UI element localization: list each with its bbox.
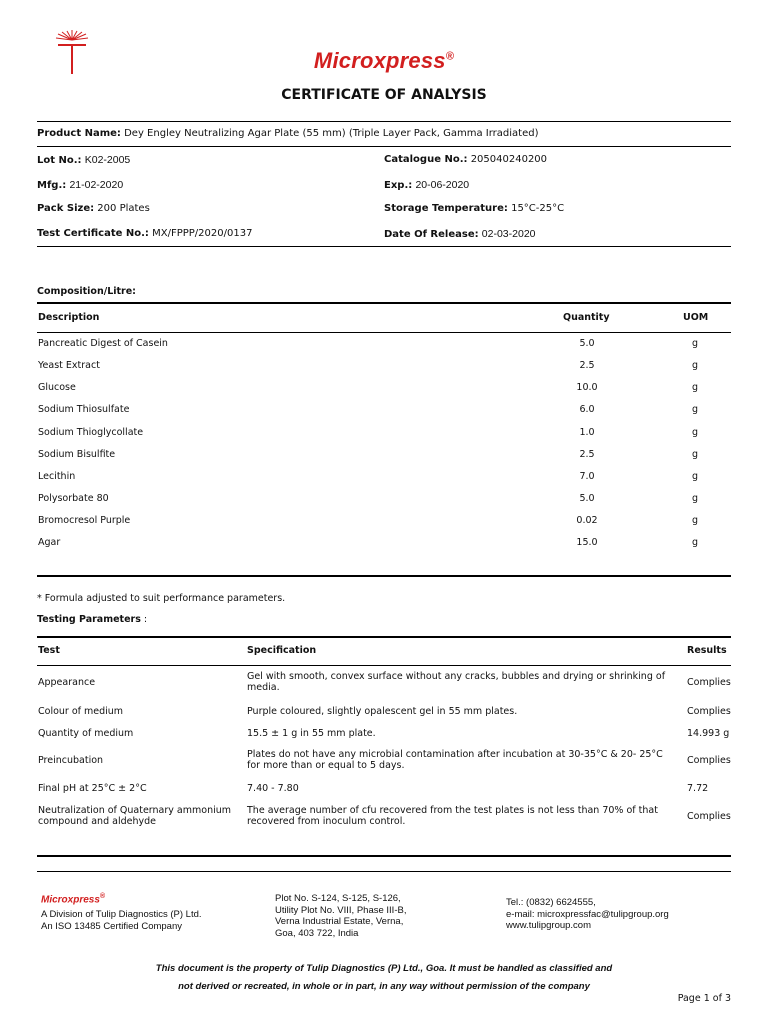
row-quantity: 5.0 — [579, 493, 595, 504]
divider — [37, 246, 731, 247]
row-quantity: 6.0 — [579, 404, 595, 415]
column-header-results: Results — [687, 645, 727, 656]
row-quantity: 7.0 — [579, 471, 595, 482]
row-result: Complies — [687, 755, 731, 766]
row-uom: g — [691, 404, 699, 415]
divider — [37, 121, 731, 122]
row-uom: g — [691, 493, 699, 504]
footer-contact-block — [506, 897, 669, 932]
exp-date-field: Exp.: 20-06-2020 — [384, 179, 470, 191]
row-uom: g — [691, 537, 699, 548]
row-test: Neutralization of Quaternary ammonium compound and aldehyde — [38, 805, 232, 827]
row-uom: g — [691, 449, 699, 460]
row-uom: g — [691, 382, 699, 393]
row-description: Bromocresol Purple — [38, 515, 131, 526]
mfg-date-field: Mfg.: 21-02-2020 — [37, 179, 124, 191]
confidentiality-notice-line-2: not derived or recreated, in whole or in part, in any way without permission of the company — [178, 981, 590, 992]
table-bottom-rule — [37, 575, 731, 577]
footer-brand: Microxpress® — [41, 893, 106, 906]
row-quantity: 1.0 — [579, 427, 595, 438]
release-date-field: Date Of Release: 02-03-2020 — [384, 228, 536, 240]
confidentiality-notice-line-1: This document is the property of Tulip Diagnostics (P) Ltd., Goa. It must be handled as classified and — [155, 963, 613, 974]
row-description: Agar — [38, 537, 61, 548]
catalogue-no-field: Catalogue No.: 205040240200 — [384, 154, 548, 165]
row-result: Complies — [687, 677, 731, 688]
formula-note: * Formula adjusted to suit performance parameters. — [37, 593, 286, 604]
row-specification: Purple coloured, slightly opalescent gel in 55 mm plates. — [247, 706, 518, 717]
row-uom: g — [691, 360, 699, 371]
footer-address-line: Plot No. S-124, S-125, S-126, — [275, 893, 401, 904]
row-result: Complies — [687, 811, 731, 822]
row-test: Quantity of medium — [38, 728, 134, 739]
table-header-rule — [37, 665, 731, 666]
page-number: Page 1 of 3 — [677, 993, 731, 1004]
table-header-rule — [37, 332, 731, 333]
row-specification: 7.40 - 7.80 — [247, 783, 299, 794]
row-description: Polysorbate 80 — [38, 493, 109, 504]
lot-no-field: Lot No.: K02-2005 — [37, 154, 131, 166]
footer-address-block — [275, 893, 406, 939]
row-description: Sodium Thioglycollate — [38, 427, 144, 438]
testing-parameters-label: Testing Parameters : — [37, 614, 148, 625]
row-result: 14.993 g — [687, 728, 730, 739]
column-header-uom: UOM — [683, 312, 709, 323]
row-quantity: 15.0 — [576, 537, 598, 548]
footer-address-line: Goa, 403 722, India — [275, 927, 359, 939]
row-description: Lecithin — [38, 471, 76, 482]
row-quantity: 2.5 — [579, 449, 595, 460]
row-specification: Gel with smooth, convex surface without any cracks, bubbles and drying or shrinking of media. — [247, 671, 666, 693]
row-test: Preincubation — [38, 755, 104, 766]
row-specification: 15.5 ± 1 g in 55 mm plate. — [247, 728, 376, 739]
test-certificate-field: Test Certificate No.: MX/FPPP/2020/0137 — [37, 228, 253, 239]
row-description: Yeast Extract — [38, 360, 100, 371]
row-uom: g — [691, 515, 699, 526]
column-header-quantity: Quantity — [563, 312, 610, 323]
row-quantity: 10.0 — [576, 382, 598, 393]
footer-rule — [37, 871, 731, 872]
footer-tel: Tel.: (0832) 6624555, — [506, 897, 596, 908]
row-result: 7.72 — [687, 783, 709, 794]
table-top-rule — [37, 302, 731, 304]
brand-logo-text: Microxpress® — [313, 48, 455, 73]
row-quantity: 2.5 — [579, 360, 595, 371]
row-specification: Plates do not have any microbial contamination after incubation at 30-35°C & 20- 25°C for more than or equal to 5 days. — [247, 749, 663, 771]
footer-address-line: Verna Industrial Estate, Verna, — [275, 916, 404, 927]
row-quantity: 0.02 — [576, 515, 598, 526]
table-top-rule — [37, 636, 731, 638]
product-name-field: Product Name: Dey Engley Neutralizing Agar Plate (55 mm) (Triple Layer Pack, Gamma Irradiated) — [37, 128, 539, 139]
column-header-specification: Specification — [247, 645, 317, 656]
row-description: Sodium Bisulfite — [38, 449, 116, 460]
pack-size-field: Pack Size: 200 Plates — [37, 203, 150, 214]
footer-email[interactable]: e-mail: microxpressfac@tulipgroup.org — [506, 908, 669, 920]
row-description: Glucose — [38, 382, 76, 393]
footer-iso: An ISO 13485 Certified Company — [41, 920, 182, 932]
storage-temperature-field: Storage Temperature: 15°C-25°C — [384, 203, 565, 214]
footer-division: A Division of Tulip Diagnostics (P) Ltd. — [41, 909, 202, 920]
row-description: Pancreatic Digest of Casein — [38, 338, 168, 349]
page-title: CERTIFICATE OF ANALYSIS — [281, 87, 487, 103]
row-test: Appearance — [38, 677, 96, 688]
column-header-test: Test — [38, 645, 60, 656]
footer-company-block — [41, 909, 202, 932]
row-uom: g — [691, 427, 699, 438]
divider — [37, 146, 731, 147]
row-quantity: 5.0 — [579, 338, 595, 349]
row-specification: The average number of cfu recovered from the test plates is not less than 70% of that recovered from inoculum control. — [247, 805, 658, 827]
composition-label: Composition/Litre: — [37, 286, 136, 297]
footer-address-line: Utility Plot No. VIII, Phase III-B, — [275, 904, 407, 916]
footer-website[interactable]: www.tulipgroup.com — [506, 920, 592, 931]
row-uom: g — [691, 338, 699, 349]
row-test: Final pH at 25°C ± 2°C — [38, 783, 147, 794]
row-test: Colour of medium — [38, 706, 124, 717]
table-bottom-rule — [37, 855, 731, 857]
row-result: Complies — [687, 706, 731, 717]
row-description: Sodium Thiosulfate — [38, 404, 130, 415]
row-uom: g — [691, 471, 699, 482]
column-header-description: Description — [38, 312, 100, 323]
